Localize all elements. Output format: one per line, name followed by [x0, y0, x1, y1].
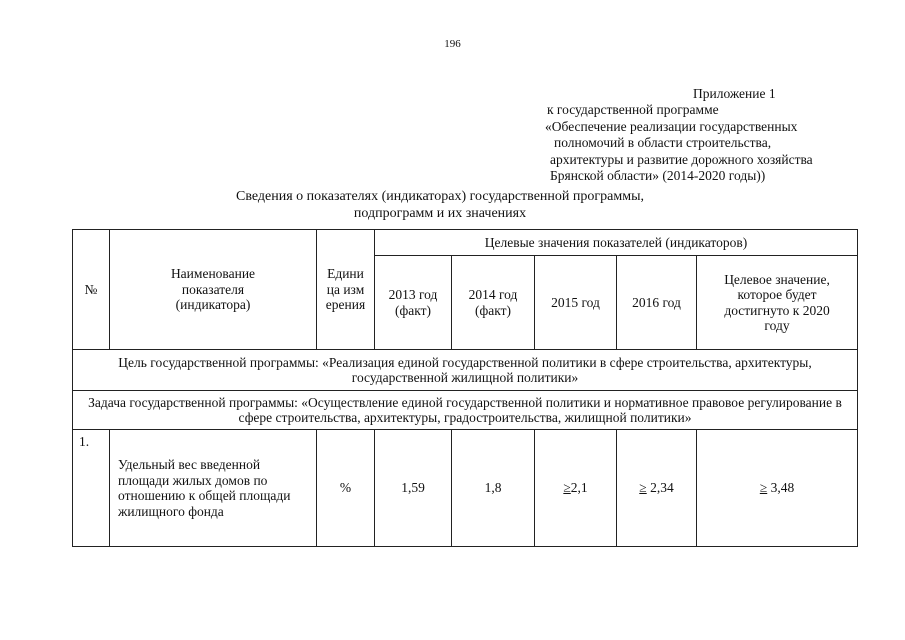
value-2015 — [535, 430, 617, 547]
header-indicator-name — [110, 230, 317, 350]
header-goal-2020 — [697, 256, 858, 350]
header-year-2013 — [375, 256, 452, 350]
appendix-line: к государственной программе — [547, 102, 719, 118]
document-title — [150, 188, 730, 222]
header-unit — [317, 230, 375, 350]
row-number: 1. — [73, 430, 110, 547]
value-goal-2020 — [697, 430, 858, 547]
header-number: № — [73, 230, 110, 350]
header-year-2015: 2015 год — [535, 256, 617, 350]
header-year-2014 — [452, 256, 535, 350]
title-line: Сведения о показателях (индикаторах) государственной программы, — [236, 189, 644, 204]
header-year-2016: 2016 год — [617, 256, 697, 350]
value-2015-wrapper — [563, 480, 587, 495]
program-task-text: Задача государственной программы: «Осуществление единой государственной политики и нормативное правовое регулирование в сфере строительства, архитектуры, градостроительства, жилищной политики» — [88, 394, 842, 425]
appendix-line: «Обеспечение реализации государственных — [545, 118, 798, 134]
value-2016-wrapper — [639, 480, 673, 495]
appendix-title: Приложение 1 — [693, 86, 776, 101]
appendix-line: архитектуры и развитие дорожного хозяйства — [550, 151, 813, 167]
ge-sign: ≥ — [759, 480, 768, 496]
program-goal-row — [73, 350, 858, 391]
value-goal-wrapper — [760, 480, 794, 495]
appendix-line: полномочий в области строительства, — [554, 135, 772, 151]
indicators-table — [72, 229, 858, 547]
header-unit-text: Единица измерения — [325, 266, 366, 313]
appendix-line: Брянской области» (2014-2020 годы)) — [550, 168, 766, 184]
value-2015-number: 2,1 — [570, 480, 588, 496]
ge-sign: ≥ — [639, 480, 647, 496]
value-2016-number: 2,34 — [646, 480, 674, 496]
value-2016 — [617, 430, 697, 547]
table-row — [73, 430, 858, 547]
ge-sign: ≥ — [563, 480, 571, 496]
indicator-unit: % — [317, 430, 375, 547]
program-task-row — [73, 391, 858, 430]
value-goal-number: 3,48 — [767, 480, 795, 496]
header-year-text: 2013 год (факт) — [388, 287, 438, 318]
appendix-header — [543, 86, 873, 184]
program-goal-text: Цель государственной программы: «Реализация единой государственной политики в сфере строительства, архитектуры, государственной жилищной политики» — [118, 354, 812, 385]
value-2014: 1,8 — [452, 430, 535, 547]
header-goal-text: Целевое значение, которое будет достигнуто к 2020 году — [724, 271, 830, 333]
page-number: 196 — [444, 38, 461, 50]
indicator-name-text: Удельный вес введенной площади жилых домов по отношению к общей площади жилищного фонда — [118, 457, 291, 519]
title-line: подпрограмм и их значениях — [353, 206, 527, 221]
header-year-text: 2014 год (факт) — [468, 287, 518, 318]
indicator-name — [110, 430, 317, 547]
header-targets-group: Целевые значения показателей (индикаторов) — [375, 230, 858, 256]
value-2013: 1,59 — [375, 430, 452, 547]
header-indicator-name-text: Наименование показателя (индикатора) — [170, 266, 256, 313]
